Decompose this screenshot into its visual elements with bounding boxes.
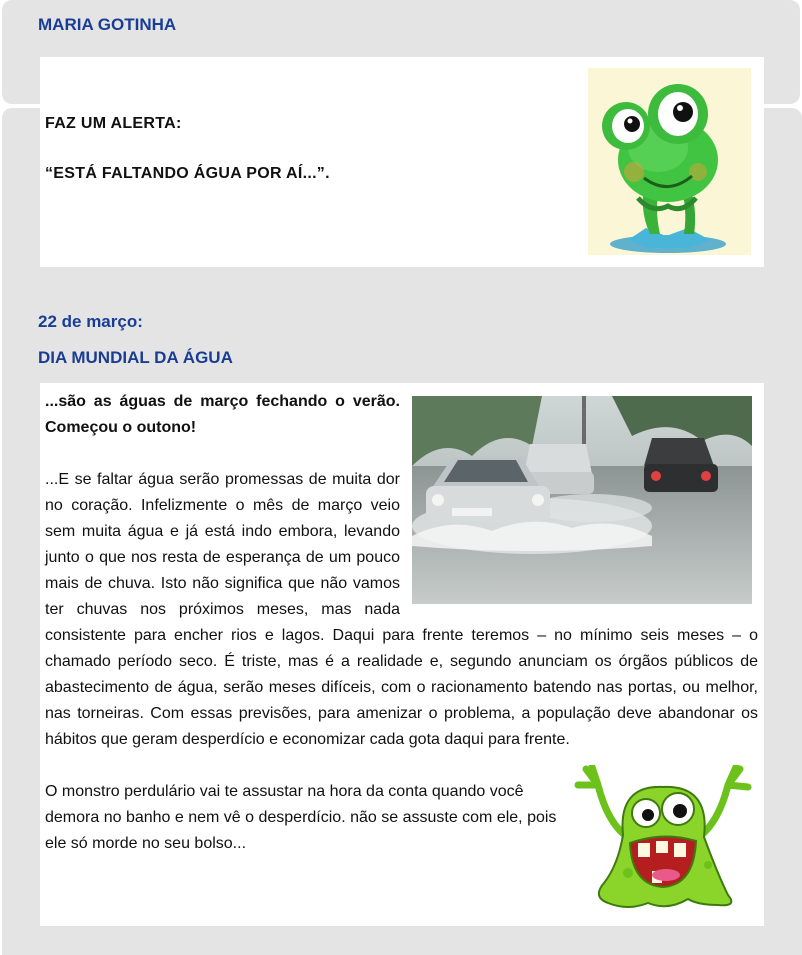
article-paragraph-1: ...E se faltar água serão promessas de muita dor no coração. Infelizmente o mês de março veio sem muita água e já está indo embora, levando junto o que nos resta de esperança de um pouco mais de chuva. Isto não significa que não vamos ter chuvas nos próximos meses, mas nada consistente para encher rios e lagos. Daqui para frente teremos – no mínimo seis meses – o chamado período seco. É triste, mas é a realidade e, segundo anunciam os órgãos públicos de abastecimento de água, serão meses difíceis, com o racionamento batendo nas portas, ou melhor, nas torneiras. Com essas previsões, para amenizar o problema, a população deve abandonar os hábitos que geram desperdício e economizar cada gota daqui para frente. [45,471,758,748]
flood-photo [412,396,752,604]
section-date: 22 de março: [38,312,143,331]
alert-card [40,57,764,267]
alert-heading: FAZ UM ALERTA: [45,115,182,132]
article-body [45,389,758,925]
article-lead: ...são as águas de março fechando o verão. Começou o outono! [45,393,400,436]
article-paragraph-2: O monstro perdulário vai te assustar na hora da conta quando você demora no banho e nem vê o desperdício. não se assuste com ele, pois ele só morde no seu bolso... [45,783,557,852]
page-title: MARIA GOTINHA [38,15,177,34]
frog-illustration [588,68,751,255]
article-card [40,383,764,926]
monster-illustration [568,765,758,925]
alert-message: “ESTÁ FALTANDO ÁGUA POR AÍ...”. [45,165,330,182]
section-title: DIA MUNDIAL DA ÁGUA [38,348,233,367]
